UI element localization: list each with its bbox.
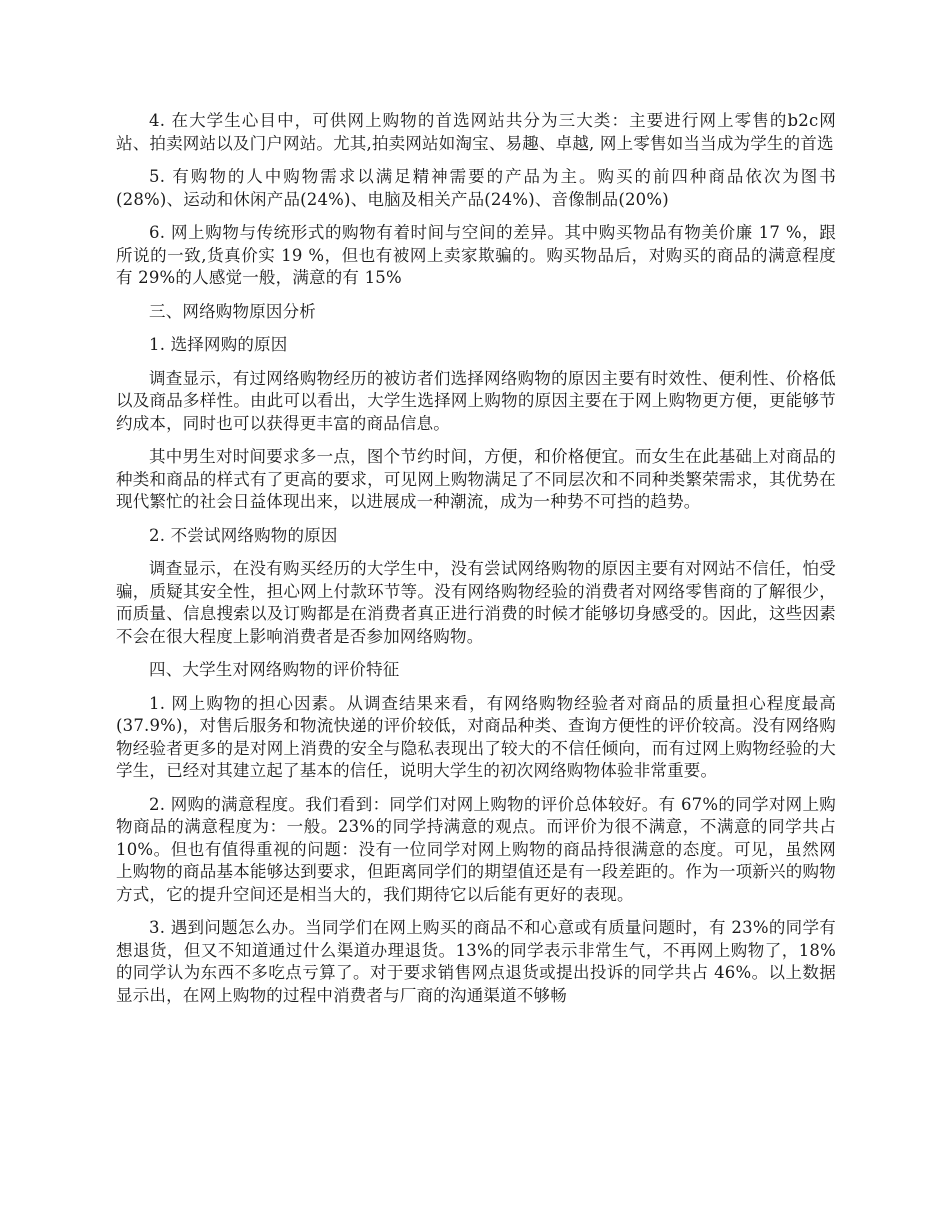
subheading-choose-reasons: 1. 选择网购的原因 <box>149 335 288 354</box>
paragraph-shopping-websites: 4. 在大学生心目中，可供网上购物的首选网站共分为三大类：主要进行网上零售的b2c网站、拍卖网站以及门户网站。尤其,拍卖网站如淘宝、易趣、卓越, 网上零售如当当成为学生的首选 <box>116 111 836 153</box>
paragraph-survey-reasons: 调查显示，有过网络购物经历的被访者们选择网络购物的原因主要有时效性、便利性、价格低以及商品多样性。由此可以看出，大学生选择网上购物的原因主要在于网上购物更方便，更能够节约成本，同时也可以获得更丰富的商品信息。 <box>116 368 836 433</box>
paragraph-satisfaction-level: 2. 网购的满意程度。我们看到：同学们对网上购物的评价总体较好。有 67%的同学对网上购物商品的满意程度为：一般。23%的同学持满意的观点。而评价为很不满意，不满意的同学共占 10%。但也有值得重视的问题：没有一位同学对网上购物的商品持很满意的态度。可见，虽然网上购物的商品基本能够达到要求，但距离同学们的期望值还是有一段差距的。作为一项新兴的购物方式，它的提升空间还是相当大的，我们期待它以后能有更好的表现。 <box>116 794 836 904</box>
paragraph-product-types: 5. 有购物的人中购物需求以满足精神需要的产品为主。购买的前四种商品依次为图书(28%)、运动和休闲产品(24%)、电脑及相关产品(24%)、音像制品(20%) <box>116 167 836 209</box>
document-body <box>116 110 836 1018</box>
subheading-not-trying-reasons: 2. 不尝试网络购物的原因 <box>149 525 338 545</box>
paragraph-gender-differences: 其中男生对时间要求多一点，图个节约时间，方便，和价格便宜。而女生在此基础上对商品的种类和商品的样式有了更高的要求，可见网上购物满足了不同层次和不同种类繁荣需求，其优势在现代繁忙的社会日益体现出来，以进展成一种潮流，成为一种势不可挡的趋势。 <box>116 447 836 511</box>
section-heading-reasons: 三、网络购物原因分析 <box>149 301 316 321</box>
paragraph-time-space-difference: 6. 网上购物与传统形式的购物有着时间与空间的差异。其中购买物品有物美价廉 17 %，跟所说的一致,货真价实 19 %，但也有被网上卖家欺骗的。购买物品后，对购买的商品的满意程度有 29%的人感觉一般，满意的有 15% <box>116 223 836 287</box>
section-heading-evaluation: 四、大学生对网络购物的评价特征 <box>149 660 400 679</box>
paragraph-not-trying-survey: 调查显示，在没有购买经历的大学生中，没有尝试网络购物的原因主要有对网站不信任，怕受骗，质疑其安全性，担心网上付款环节等。没有网络购物经验的消费者对网络零售商的了解很少，而质量、信息搜索以及订购都是在消费者真正进行消费的时候才能够切身感受的。因此，这些因素不会在很大程度上影响消费者是否参加网络购物。 <box>116 559 836 646</box>
paragraph-problem-handling: 3. 遇到问题怎么办。当同学们在网上购买的商品不和心意或有质量问题时，有 23%的同学有想退货，但又不知道通过什么渠道办理退货。13%的同学表示非常生气，不再网上购物了，18%的同学认为东西不多吃点亏算了。对于要求销售网点退货或提出投诉的同学共占 46%。以上数据显示出，在网上购物的过程中消费者与厂商的沟通渠道不够畅 <box>116 918 836 1005</box>
paragraph-concern-factors: 1. 网上购物的担心因素。从调查结果来看，有网络购物经验者对商品的质量担心程度最高(37.9%)，对售后服务和物流快递的评价较低，对商品种类、查询方便性的评价较高。没有网络购物经验者更多的是对网上消费的安全与隐私表现出了较大的不信任倾向，而有过网上购物经验的大学生，已经对其建立起了基本的信任，说明大学生的初次网络购物体验非常重要。 <box>116 693 836 780</box>
